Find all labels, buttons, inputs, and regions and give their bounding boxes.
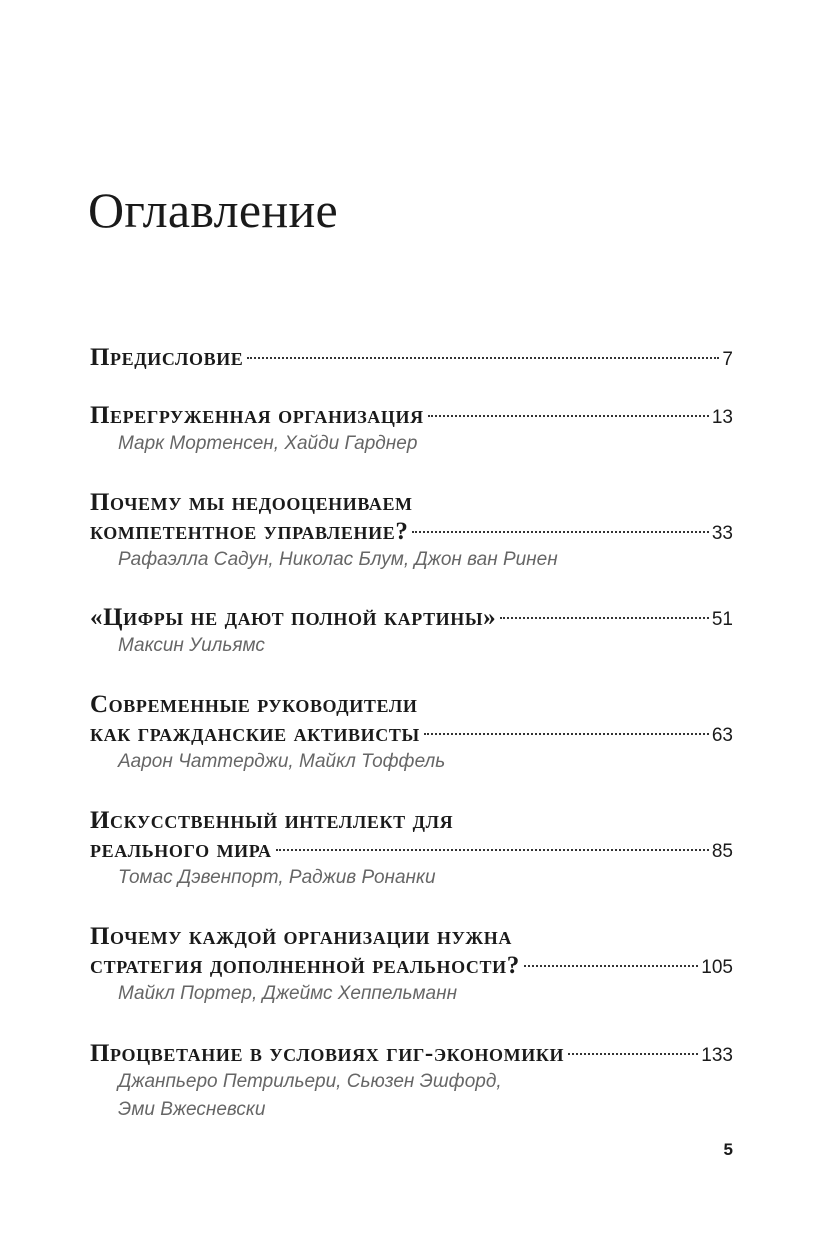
toc-entry-authors: Томас Дэвенпорт, Раджив Ронанки: [118, 867, 436, 888]
toc-page-number: 33: [711, 523, 733, 544]
toc-entry[interactable]: [90, 922, 733, 1008]
toc-entry-title: Современные руководители: [90, 691, 418, 718]
toc-entry-line: [90, 517, 733, 546]
toc-entry-title: Почему мы недооцениваем: [90, 489, 413, 516]
dot-leader: [424, 733, 709, 735]
toc-entry[interactable]: [90, 603, 733, 660]
toc-entry[interactable]: [90, 488, 733, 574]
toc-page-number: 85: [711, 841, 733, 862]
toc-entry-line: [90, 690, 733, 719]
toc-entry[interactable]: [90, 401, 733, 458]
toc-entry-authors: Максин Уильямс: [118, 635, 265, 656]
toc-page-number: 105: [701, 957, 733, 978]
toc-entry[interactable]: [90, 690, 733, 776]
dot-leader: [500, 617, 709, 619]
toc-entry[interactable]: [90, 1039, 733, 1124]
dot-leader: [428, 415, 709, 417]
toc-entry-title: как гражданские активисты: [90, 720, 420, 747]
page-title: Оглавление: [88, 182, 339, 238]
toc-page-number: 7: [722, 349, 733, 370]
toc-page-number: 51: [711, 609, 733, 630]
toc-entry-title: Предисловие: [90, 344, 244, 371]
toc-entry-title: стратегия дополненной реальности?: [90, 952, 520, 979]
dot-leader: [524, 965, 698, 967]
toc-entry-authors: Марк Мортенсен, Хайди Гарднер: [118, 433, 418, 454]
toc-page-number: 13: [711, 407, 733, 428]
toc-entry-line: [90, 1039, 733, 1068]
toc-entry-line: [90, 922, 733, 951]
toc-entry[interactable]: [90, 343, 733, 372]
toc-entry-line: [90, 951, 733, 980]
toc-entry-title: «Цифры не дают полной картины»: [90, 604, 497, 631]
toc-page-number: 133: [701, 1045, 733, 1066]
toc-entry-title: Процветание в условиях гиг-экономики: [90, 1040, 565, 1067]
toc-entry-title: Перегруженная организация: [90, 402, 424, 429]
toc-entry-line: [90, 603, 733, 632]
toc-entry-line: [90, 719, 733, 748]
toc-entry-line: [90, 343, 733, 372]
toc-entry-authors: Аарон Чаттерджи, Майкл Тоффель: [118, 751, 446, 772]
toc-entry-authors: Джанпьеро Петрильери, Сьюзен Эшфорд,: [118, 1071, 502, 1092]
toc-entry[interactable]: [90, 806, 733, 892]
toc-entry-title: Искусственный интеллект для: [90, 807, 454, 834]
dot-leader: [276, 849, 709, 851]
toc-page-number: 63: [711, 725, 733, 746]
dot-leader: [412, 531, 708, 533]
toc-entry-line: [90, 401, 733, 430]
toc-entry-line: [90, 806, 733, 835]
toc-entry-line: [90, 488, 733, 517]
toc-entry-title: Почему каждой организации нужна: [90, 923, 512, 950]
dot-leader: [568, 1053, 698, 1055]
dot-leader: [247, 357, 719, 359]
page-number-footer: 5: [723, 1140, 733, 1159]
toc-entry-line: [90, 835, 733, 864]
toc-entry-title: реального мира: [90, 836, 272, 863]
toc-entry-authors: Майкл Портер, Джеймс Хеппельманн: [118, 983, 458, 1004]
toc-entry-authors: Рафаэлла Садун, Николас Блум, Джон ван Ринен: [118, 549, 558, 570]
toc-entry-title: компетентное управление?: [90, 518, 409, 545]
toc-entry-authors: Эми Вжесневски: [118, 1099, 266, 1120]
